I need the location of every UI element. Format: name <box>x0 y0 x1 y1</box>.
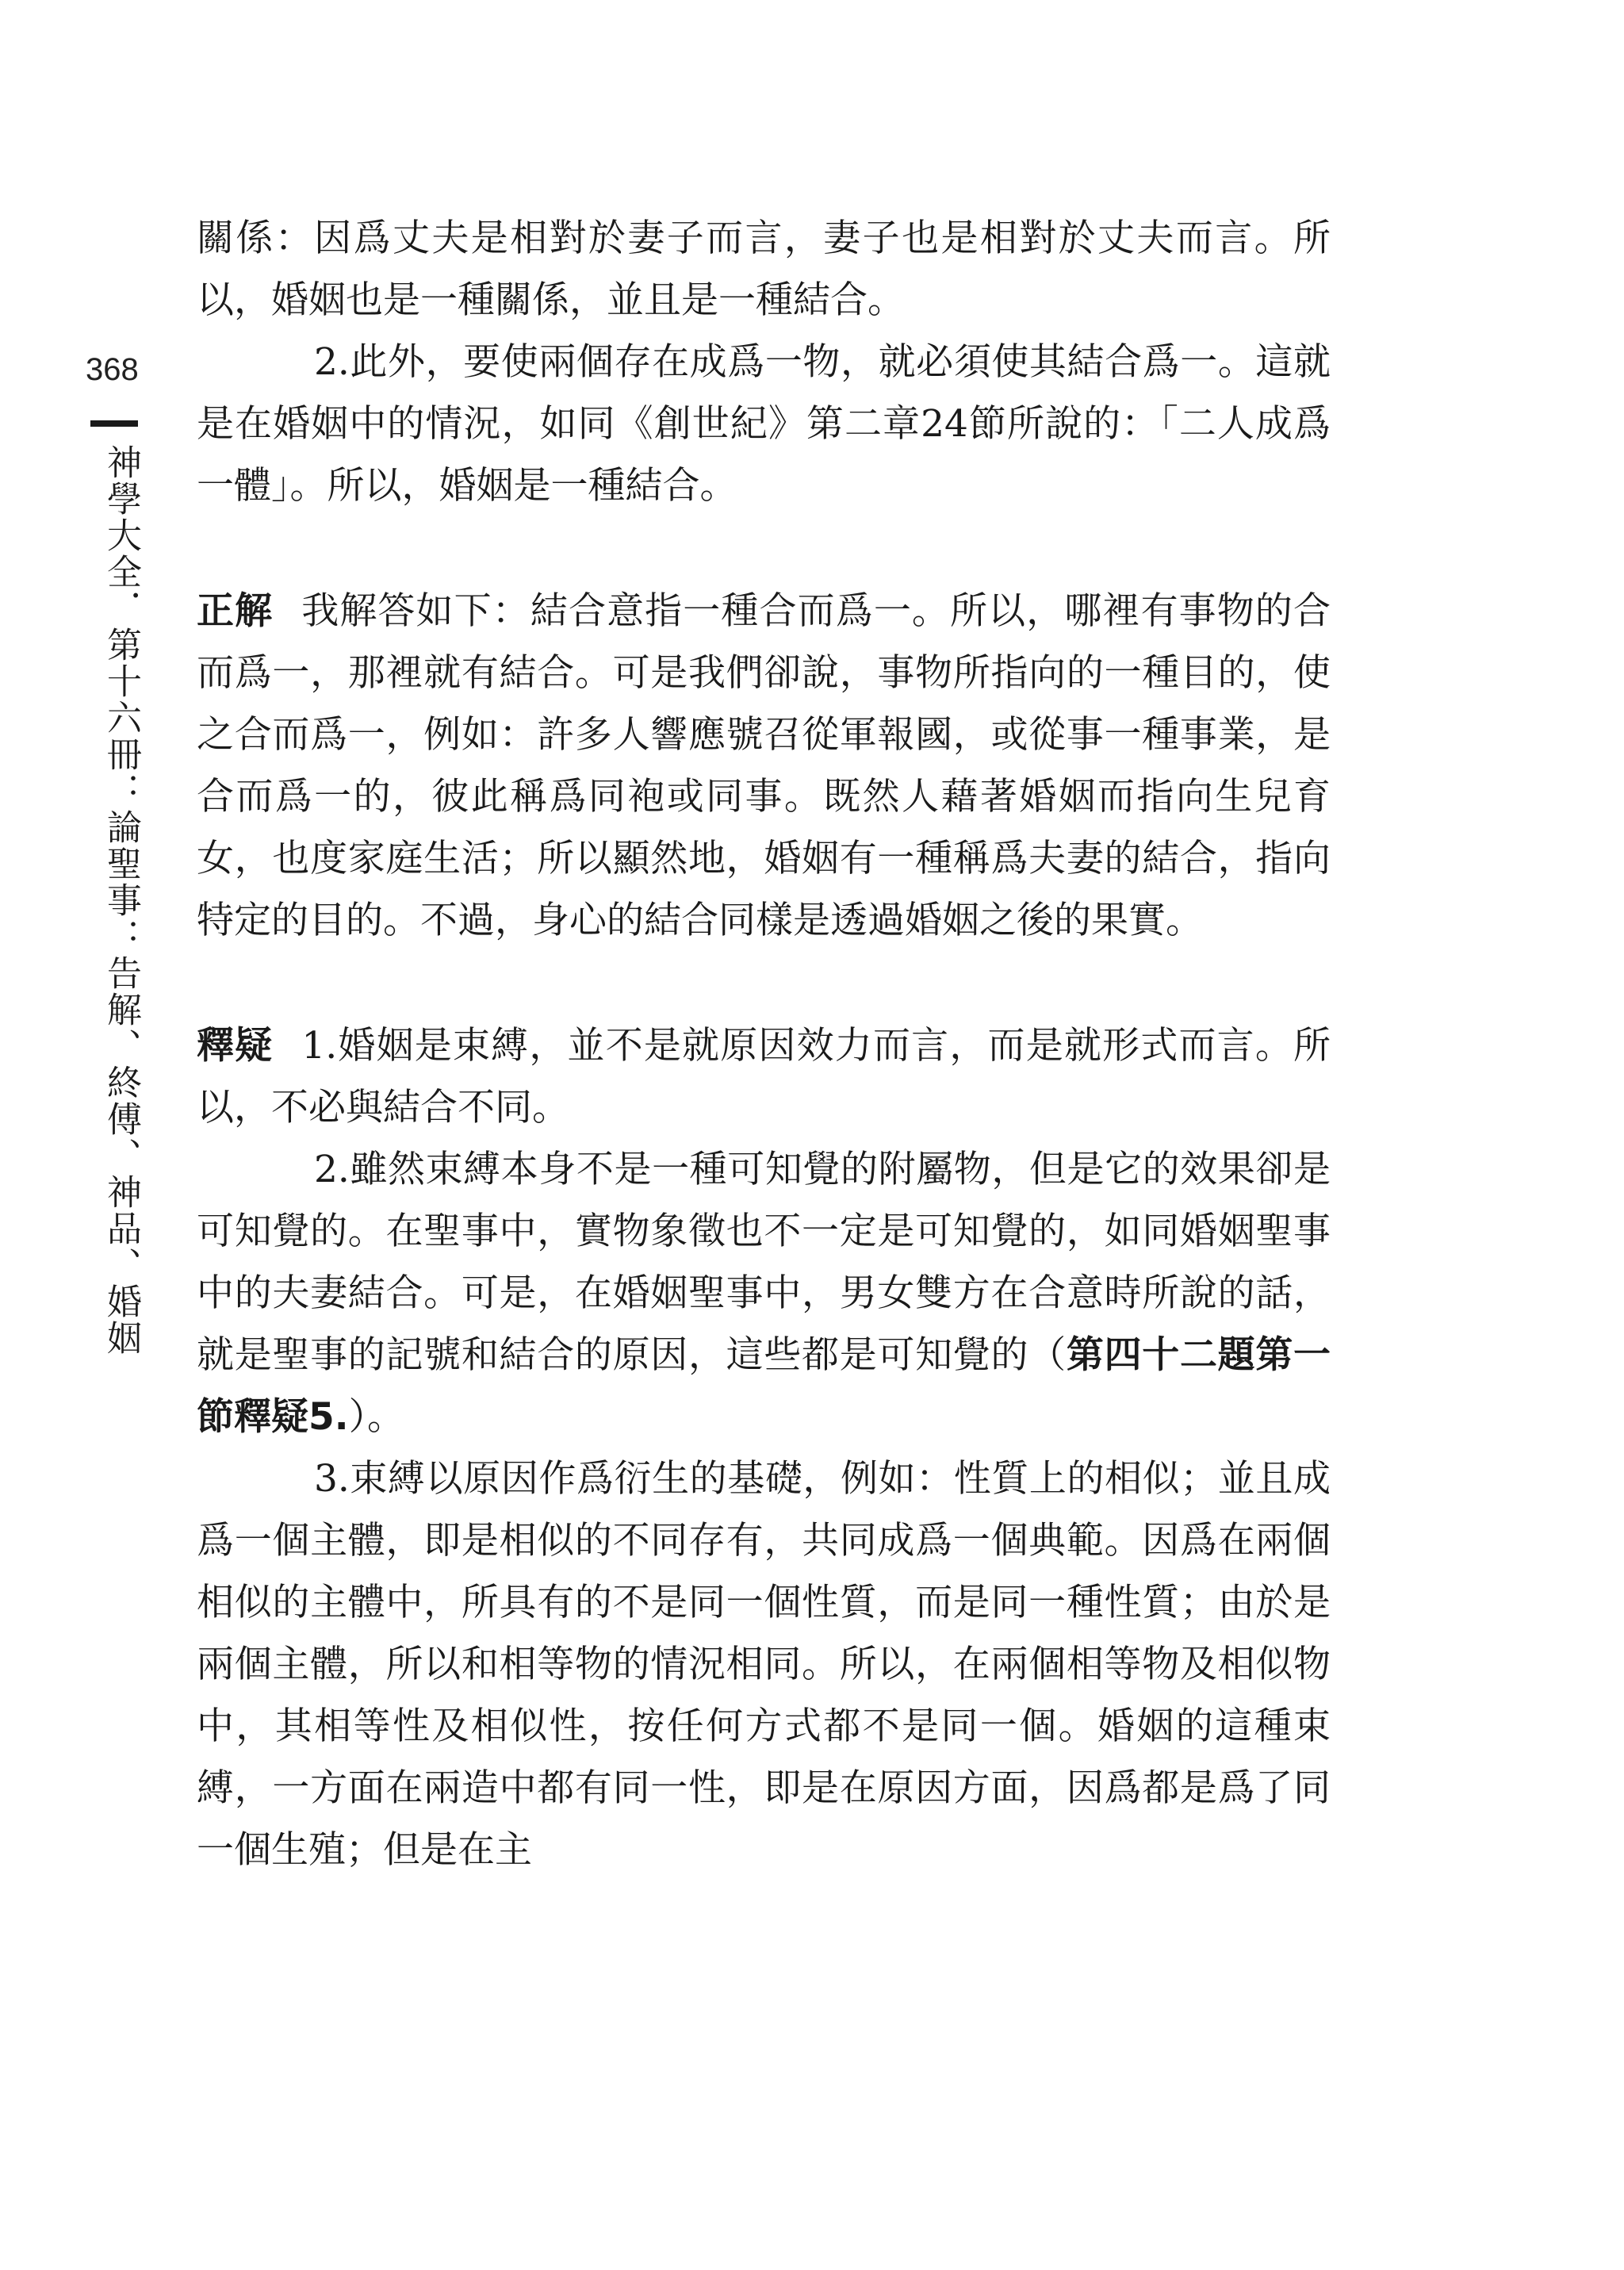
paragraph-shiyi-2 <box>197 1139 1331 1448</box>
shiyi-2-reference: 第四十二題第一節釋疑5. <box>197 1333 1331 1439</box>
shiyi-label: 釋疑 <box>197 1024 274 1068</box>
running-title: 神學大全．第十六冊：論聖事：告解、終傅、神品、婚姻 <box>101 444 141 1356</box>
page-number: 368 <box>86 352 139 387</box>
shiyi-1-text: 1.婚姻是束縛，並不是就原因效力而言，而是就形式而言。所以，不必與結合不同。 <box>197 1024 1331 1129</box>
paragraph-shiyi-3: 3.束縛以原因作爲衍生的基礎，例如：性質上的相似；並且成爲一個主體，即是相似的不同存有，共同成爲一個典範。因爲在兩個相似的主體中，所具有的不是同一個性質，而是同一種性質；由於是兩個主體，所以和相等物的情況相同。所以，在兩個相等物及相似物中，其相等性及相似性，按任何方式都不是同一個。婚姻的這種束縛，一方面在兩造中都有同一性，即是在原因方面，因爲都是爲了同一個生殖；但是在主 <box>197 1457 1331 1872</box>
paragraph-zhengjie <box>197 581 1331 952</box>
margin-rule <box>90 420 138 427</box>
shiyi-2-text-a: 2.雖然束縛本身不是一種可知覺的附屬物，但是它的效果卻是可知覺的。在聖事中，實物象徵也不一定是可知覺的，如同婚姻聖事中的夫妻結合。可是，在婚姻聖事中，男女雙方在合意時所說的話，就是聖事的記號和結合的原因，這些都是可知覺的（ <box>197 1148 1331 1377</box>
zhengjie-label: 正解 <box>197 589 274 633</box>
zhengjie-text: 我解答如下：結合意指一種合而爲一。所以，哪裡有事物的合而爲一，那裡就有結合。可是我們卻說，事物所指向的一種目的，使之合而爲一，例如：許多人響應號召從軍報國，或從事一種事業，是合而爲一的，彼此稱爲同袍或同事。既然人藉著婚姻而指向生兒育女，也度家庭生活；所以顯然地，婚姻有一種稱爲夫妻的結合，指向特定的目的。不過，身心的結合同樣是透過婚姻之後的果實。 <box>197 589 1331 942</box>
paragraph-shiyi-1 <box>197 1015 1331 1139</box>
paragraph-continuation: 關係：因爲丈夫是相對於妻子而言，妻子也是相對於丈夫而言。所以，婚姻也是一種關係，並且是一種結合。 <box>197 217 1331 322</box>
shiyi-2-text-b: ）。 <box>348 1395 405 1439</box>
body-text <box>197 208 1331 1881</box>
paragraph-objection-2: 2.此外，要使兩個存在成爲一物，就必須使其結合爲一。這就是在婚姻中的情況，如同《創世紀》第二章24節所說的：「二人成爲一體」。所以，婚姻是一種結合。 <box>197 340 1331 508</box>
